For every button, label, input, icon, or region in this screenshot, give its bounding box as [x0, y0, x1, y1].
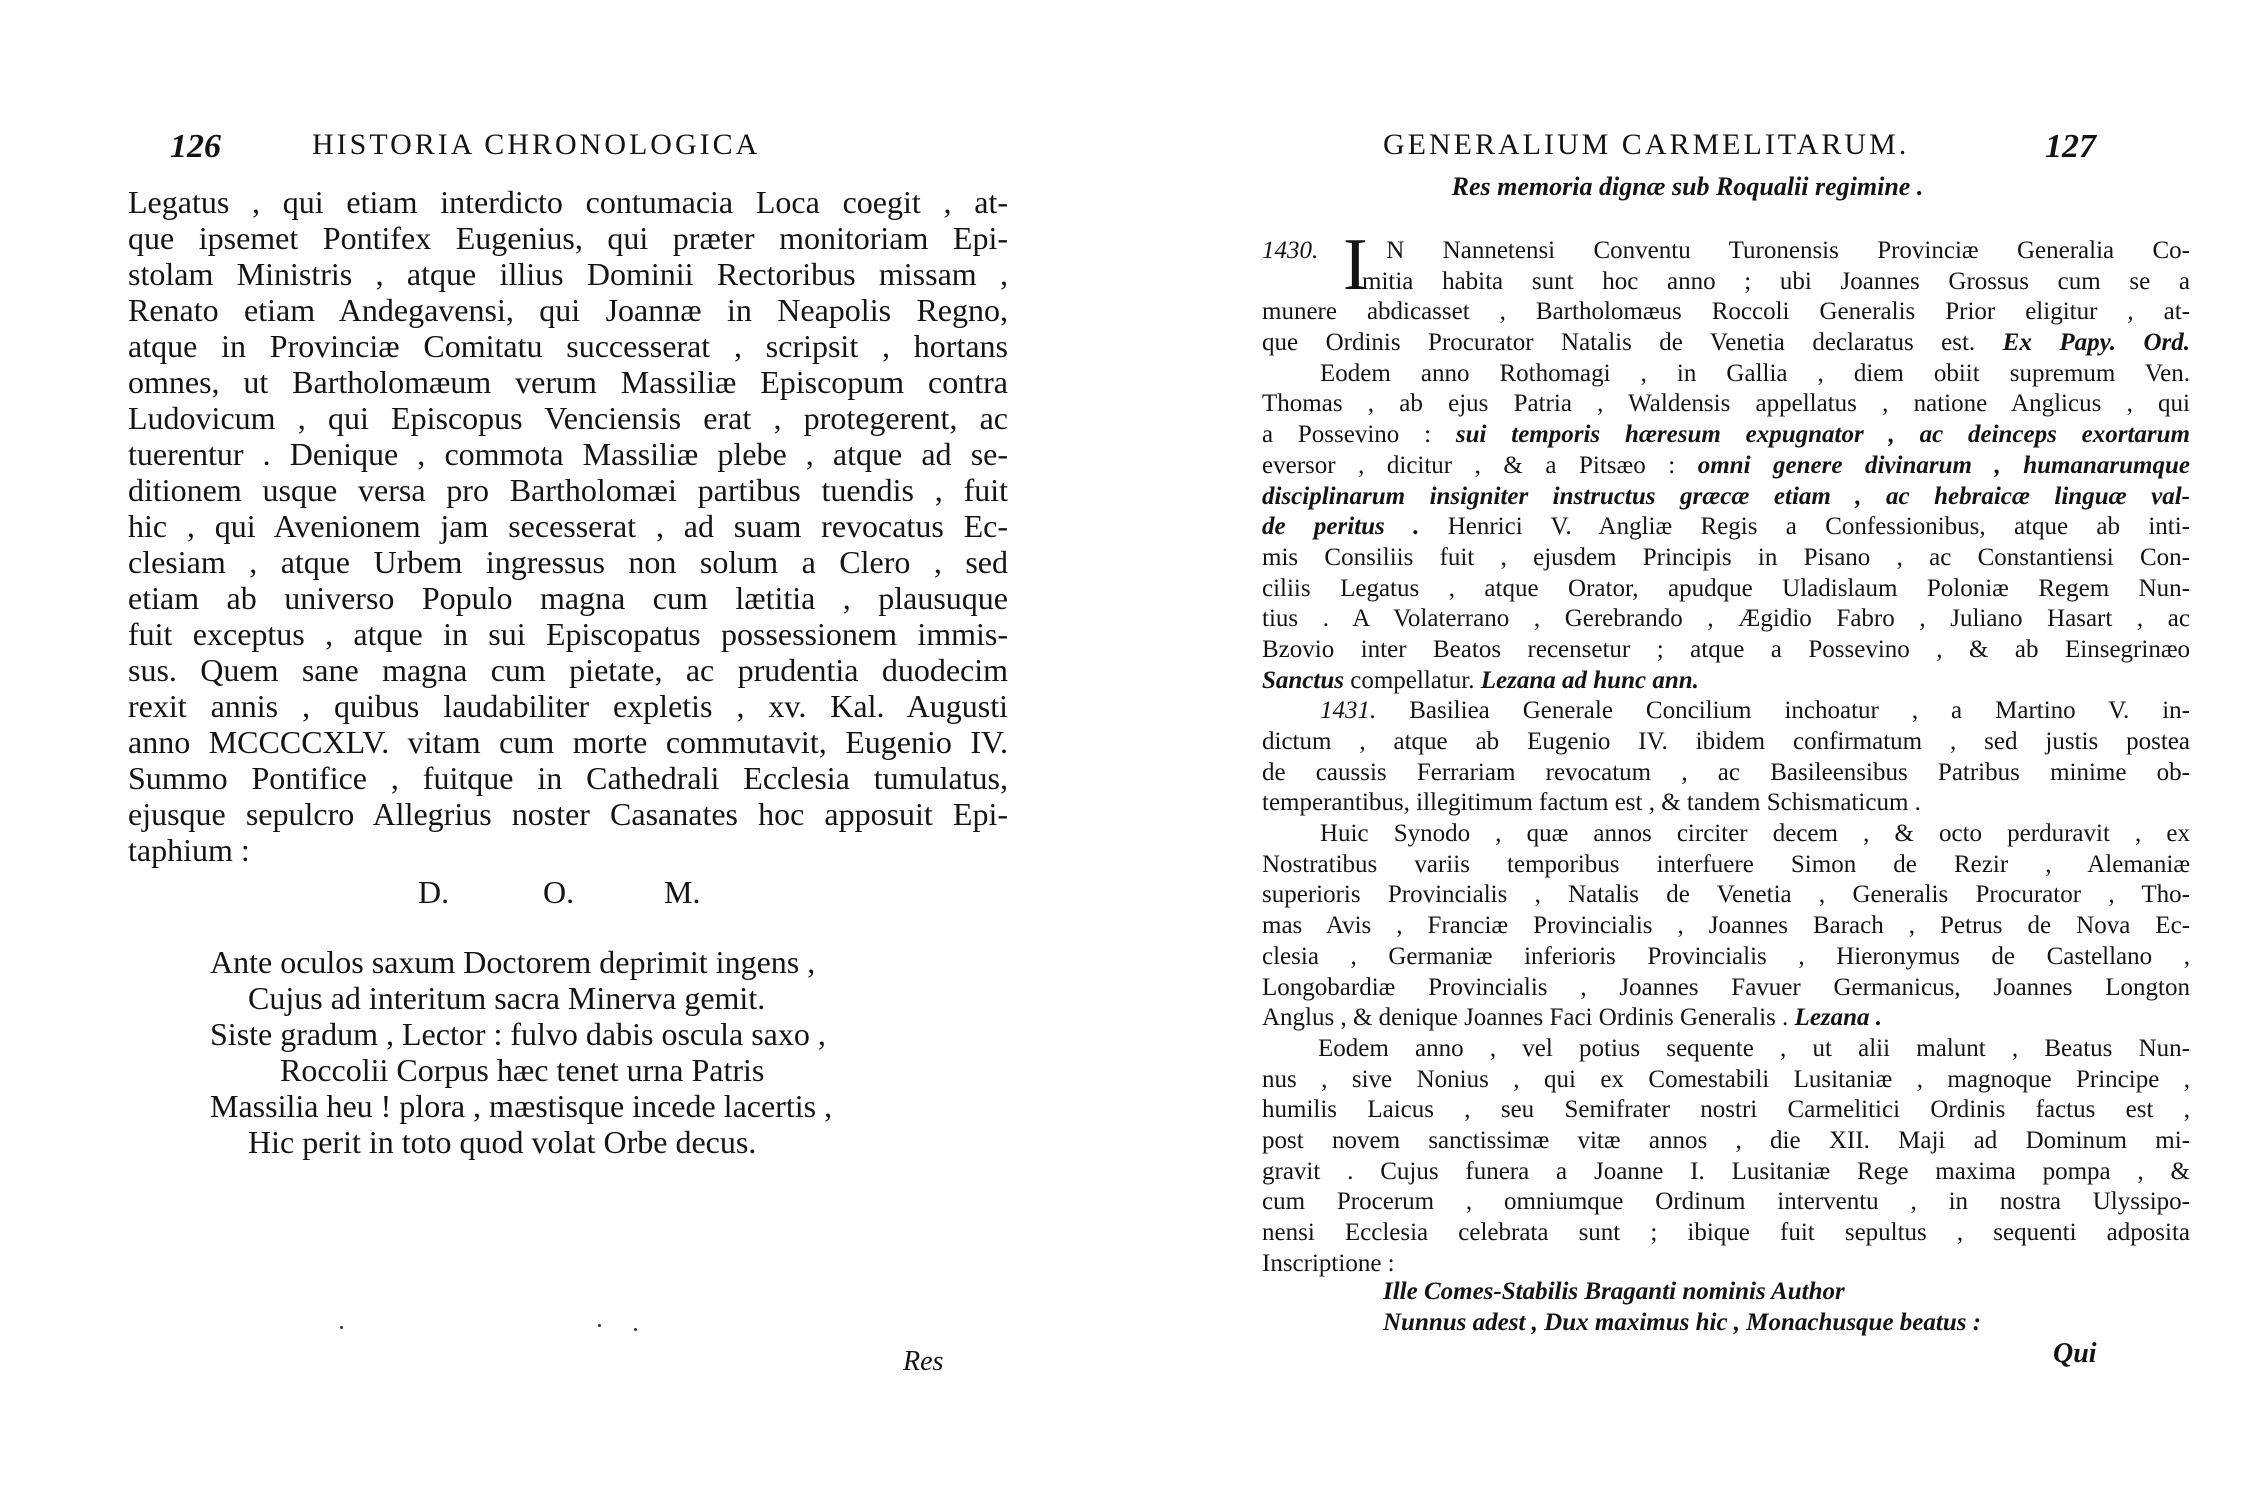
year-marker: 1430. — [1262, 237, 1319, 264]
text-line: taphium : — [128, 832, 250, 868]
text-line: Renato etiam Andegavensi, qui Joannæ in Neapolis Regno, — [128, 292, 1008, 328]
text-line: nensi Ecclesia celebrata sunt ; ibique fuit sepultus , sequenti adposita — [1262, 1219, 2190, 1246]
poem-line: Hic perit in toto quod volat Orbe decus. — [248, 1124, 757, 1160]
text-line: cum Procerum , omniumque Ordinum interventu , in nostra Ulyssipo- — [1262, 1188, 2190, 1216]
text-line: temperantibus, illegitimum factum est , & tandem Schismaticum . — [1262, 789, 1921, 817]
text-span: Anglus , & denique Joannes Faci Ordinis Generalis . — [1262, 1004, 1789, 1032]
text-line: ejusque sepulcro Allegrius noster Casanates hoc apposuit Epi- — [128, 796, 1008, 832]
dom-letter: O. — [543, 874, 575, 910]
text-line: Huic Synodo , quæ annos circiter decem , & octo perduravit , ex — [1320, 820, 2190, 848]
text-line: clesia , Germaniæ inferioris Provincialis , Hieronymus de Castellano , — [1262, 942, 2190, 970]
text-line: humilis Laicus , seu Semifrater nostri Carmelitici Ordinis factus est , — [1262, 1096, 2190, 1124]
text-line: Thomas , ab ejus Patria , Waldensis appellatus , natione Anglicus , qui — [1262, 390, 2190, 418]
dom-letter: D. — [418, 874, 450, 910]
text-line: que ipsemet Pontifex Eugenius, qui præter monitoriam Epi- — [128, 220, 1008, 256]
text-line: Legatus , qui etiam interdicto contumacia Loca coegit , at- — [128, 184, 1008, 220]
text-line: tius . A Volaterrano , Gerebrando , Ægidio Fabro , Juliano Hasart , ac — [1262, 605, 2190, 633]
text-line — [1262, 666, 2190, 697]
poem-line: Massilia heu ! plora , mæstisque incede lacertis , — [210, 1088, 833, 1124]
poem-line: Roccolii Corpus hæc tenet urna Patris — [280, 1052, 765, 1088]
text-line: Inscriptione : — [1262, 1249, 1395, 1277]
text-line: Bzovio inter Beatos recensetur ; atque a Possevino , & ab Einsegrinæo — [1262, 635, 2190, 663]
text-line: Eodem anno , vel potius sequente , ut alii malunt , Beatus Nun- — [1318, 1034, 2190, 1062]
text-span: Henrici V. Angliæ Regis a Confessionibus, atque ab inti- — [1447, 513, 2190, 541]
speck — [598, 1324, 601, 1327]
text-span: Basiliea Generale Concilium inchoatur , a Martino V. in- — [1409, 697, 2191, 725]
text-line: nus , sive Nonius , qui ex Comestabili Lusitaniæ , magnoque Principe , — [1262, 1065, 2190, 1093]
right-running-head: GENERALIUM CARMELITARUM. — [1383, 128, 1910, 161]
text-line: stolam Ministris , atque illius Dominii Rectoribus missam , — [128, 256, 1008, 292]
text-line: mitia habita sunt hoc anno ; ubi Joannes Grossus cum se a — [1362, 267, 2190, 295]
text-line: post novem sanctissimæ vitæ annos , die XII. Maji ad Dominum mi- — [1262, 1126, 2190, 1154]
right-body-text — [1262, 236, 2190, 1279]
text-line: Ludovicum , qui Episcopus Venciensis erat , protegerent, ac — [128, 400, 1008, 436]
poem-line: Cujus ad interitum sacra Minerva gemit. — [248, 980, 766, 1016]
inscription — [1383, 1276, 2103, 1338]
dom-letter: M. — [664, 874, 701, 910]
italic-span: de peritus . — [1262, 513, 1420, 541]
text-line — [1262, 420, 2190, 451]
text-line: etiam ab universo Populo magna cum lætitia , plausuque — [128, 580, 1008, 616]
text-line — [1262, 1003, 2190, 1034]
poem-line: Ante oculos saxum Doctorem deprimit ingens , — [210, 944, 816, 980]
text-line: rexit annis , quibus laudabiliter expletis , xv. Kal. Augusti — [128, 688, 1008, 724]
text-line — [1262, 512, 2190, 543]
source-ref: Lezana ad hunc ann. — [1480, 666, 1699, 694]
text-line: ditionem usque versa pro Bartholomæi partibus tuendis , fuit — [128, 472, 1008, 508]
left-page-number: 126 — [170, 128, 221, 165]
text-span: que Ordinis Procurator Natalis de Venetia declaratus est. — [1262, 329, 1976, 357]
section-subheading: Res memoria dignæ sub Roqualii regimine . — [1451, 172, 1924, 201]
text-line: atque in Provinciæ Comitatu successerat , scripsit , hortans — [128, 328, 1008, 364]
text-line: dictum , atque ab Eugenio IV. ibidem confirmatum , sed justis postea — [1262, 728, 2190, 755]
text-line — [1262, 236, 2190, 267]
left-body-text — [128, 184, 1008, 868]
text-line: de caussis Ferrariam revocatum , ac Basileensibus Patribus minime ob- — [1262, 758, 2190, 786]
text-line: ciliis Legatus , atque Orator, apudque Uladislaum Poloniæ Regem Nun- — [1262, 574, 2190, 602]
text-line: Eodem anno Rothomagi , in Gallia , diem obiit supremum Ven. — [1320, 359, 2190, 387]
text-line: clesiam , atque Urbem ingressus non solum a Clero , sed — [128, 544, 1008, 580]
poem-line: Siste gradum , Lector : fulvo dabis oscula saxo , — [210, 1016, 826, 1052]
italic-span: Sanctus — [1262, 666, 1344, 694]
text-line: Longobardiæ Provincialis , Joannes Favuer Germanicus, Joannes Longton — [1262, 973, 2190, 1001]
text-line: fuit exceptus , atque in sui Episcopatus possessionem immis- — [128, 616, 1008, 652]
source-ref: Ex Papy. Ord. — [2002, 329, 2191, 357]
text-line: superioris Provincialis , Natalis de Venetia , Generalis Procurator , Tho- — [1262, 881, 2190, 909]
drop-cap: I — [1343, 224, 1368, 306]
year-marker: 1431. — [1320, 697, 1377, 725]
text-line: disciplinarum insigniter instructus græcæ etiam , ac hebraicæ linguæ val- — [1262, 482, 2190, 510]
text-line: tuerentur . Denique , commota Massiliæ plebe , atque ad se- — [128, 436, 1008, 472]
text-line — [1262, 328, 2190, 359]
speck — [340, 1326, 343, 1329]
inscription-line: Ille Comes-Stabilis Braganti nominis Author — [1383, 1278, 1845, 1305]
source-ref: Lezana . — [1794, 1004, 1883, 1032]
speck — [634, 1328, 637, 1331]
text-line: hic , qui Avenionem jam secesserat , ad suam revocatus Ec- — [128, 508, 1008, 544]
left-catchword: Res — [903, 1346, 944, 1377]
text-line: anno MCCCCXLV. vitam cum morte commutavit, Eugenio IV. — [128, 724, 1008, 760]
italic-span: sui temporis hæresum expugnator , ac deinceps exortarum — [1455, 421, 2190, 449]
text-line — [1262, 696, 2190, 727]
left-running-head: HISTORIA CHRONOLOGICA — [312, 128, 761, 161]
text-line — [1262, 451, 2190, 482]
inscription-line: Nunnus adest , Dux maximus hic , Monachusque beatus : — [1383, 1309, 1982, 1336]
text-span: compellatur. — [1350, 666, 1475, 694]
text-span: N Nannetensi Conventu Turonensis Provinciæ Generalia Co- — [1386, 237, 2190, 264]
text-line: mas Avis , Franciæ Provincialis , Joannes Barach , Petrus de Nova Ec- — [1262, 912, 2190, 940]
text-span: eversor , dicitur , & a Pitsæo : — [1262, 451, 1676, 479]
text-line: sus. Quem sane magna cum pietate, ac prudentia duodecim — [128, 652, 1008, 688]
italic-span: omni genere divinarum , humanarumque — [1697, 451, 2190, 479]
text-line: mis Consiliis fuit , ejusdem Principis in Pisano , ac Constantiensi Con- — [1262, 543, 2190, 571]
right-page-number: 127 — [2045, 128, 2096, 165]
text-line: Summo Pontifice , fuitque in Cathedrali Ecclesia tumulatus, — [128, 760, 1008, 796]
epitaph-poem — [210, 944, 930, 1160]
text-line: munere abdicasset , Bartholomæus Roccoli Generalis Prior eligitur , at- — [1262, 298, 2190, 326]
text-line: gravit . Cujus funera a Joanne I. Lusitaniæ Rege maxima pompa , & — [1262, 1157, 2190, 1185]
text-line: Nostratibus variis temporibus interfuere Simon de Rezir , Alemaniæ — [1262, 850, 2190, 878]
text-line: omnes, ut Bartholomæum verum Massiliæ Episcopum contra — [128, 364, 1008, 400]
text-span: a Possevino : — [1262, 421, 1432, 449]
right-catchword: Qui — [2053, 1338, 2097, 1369]
